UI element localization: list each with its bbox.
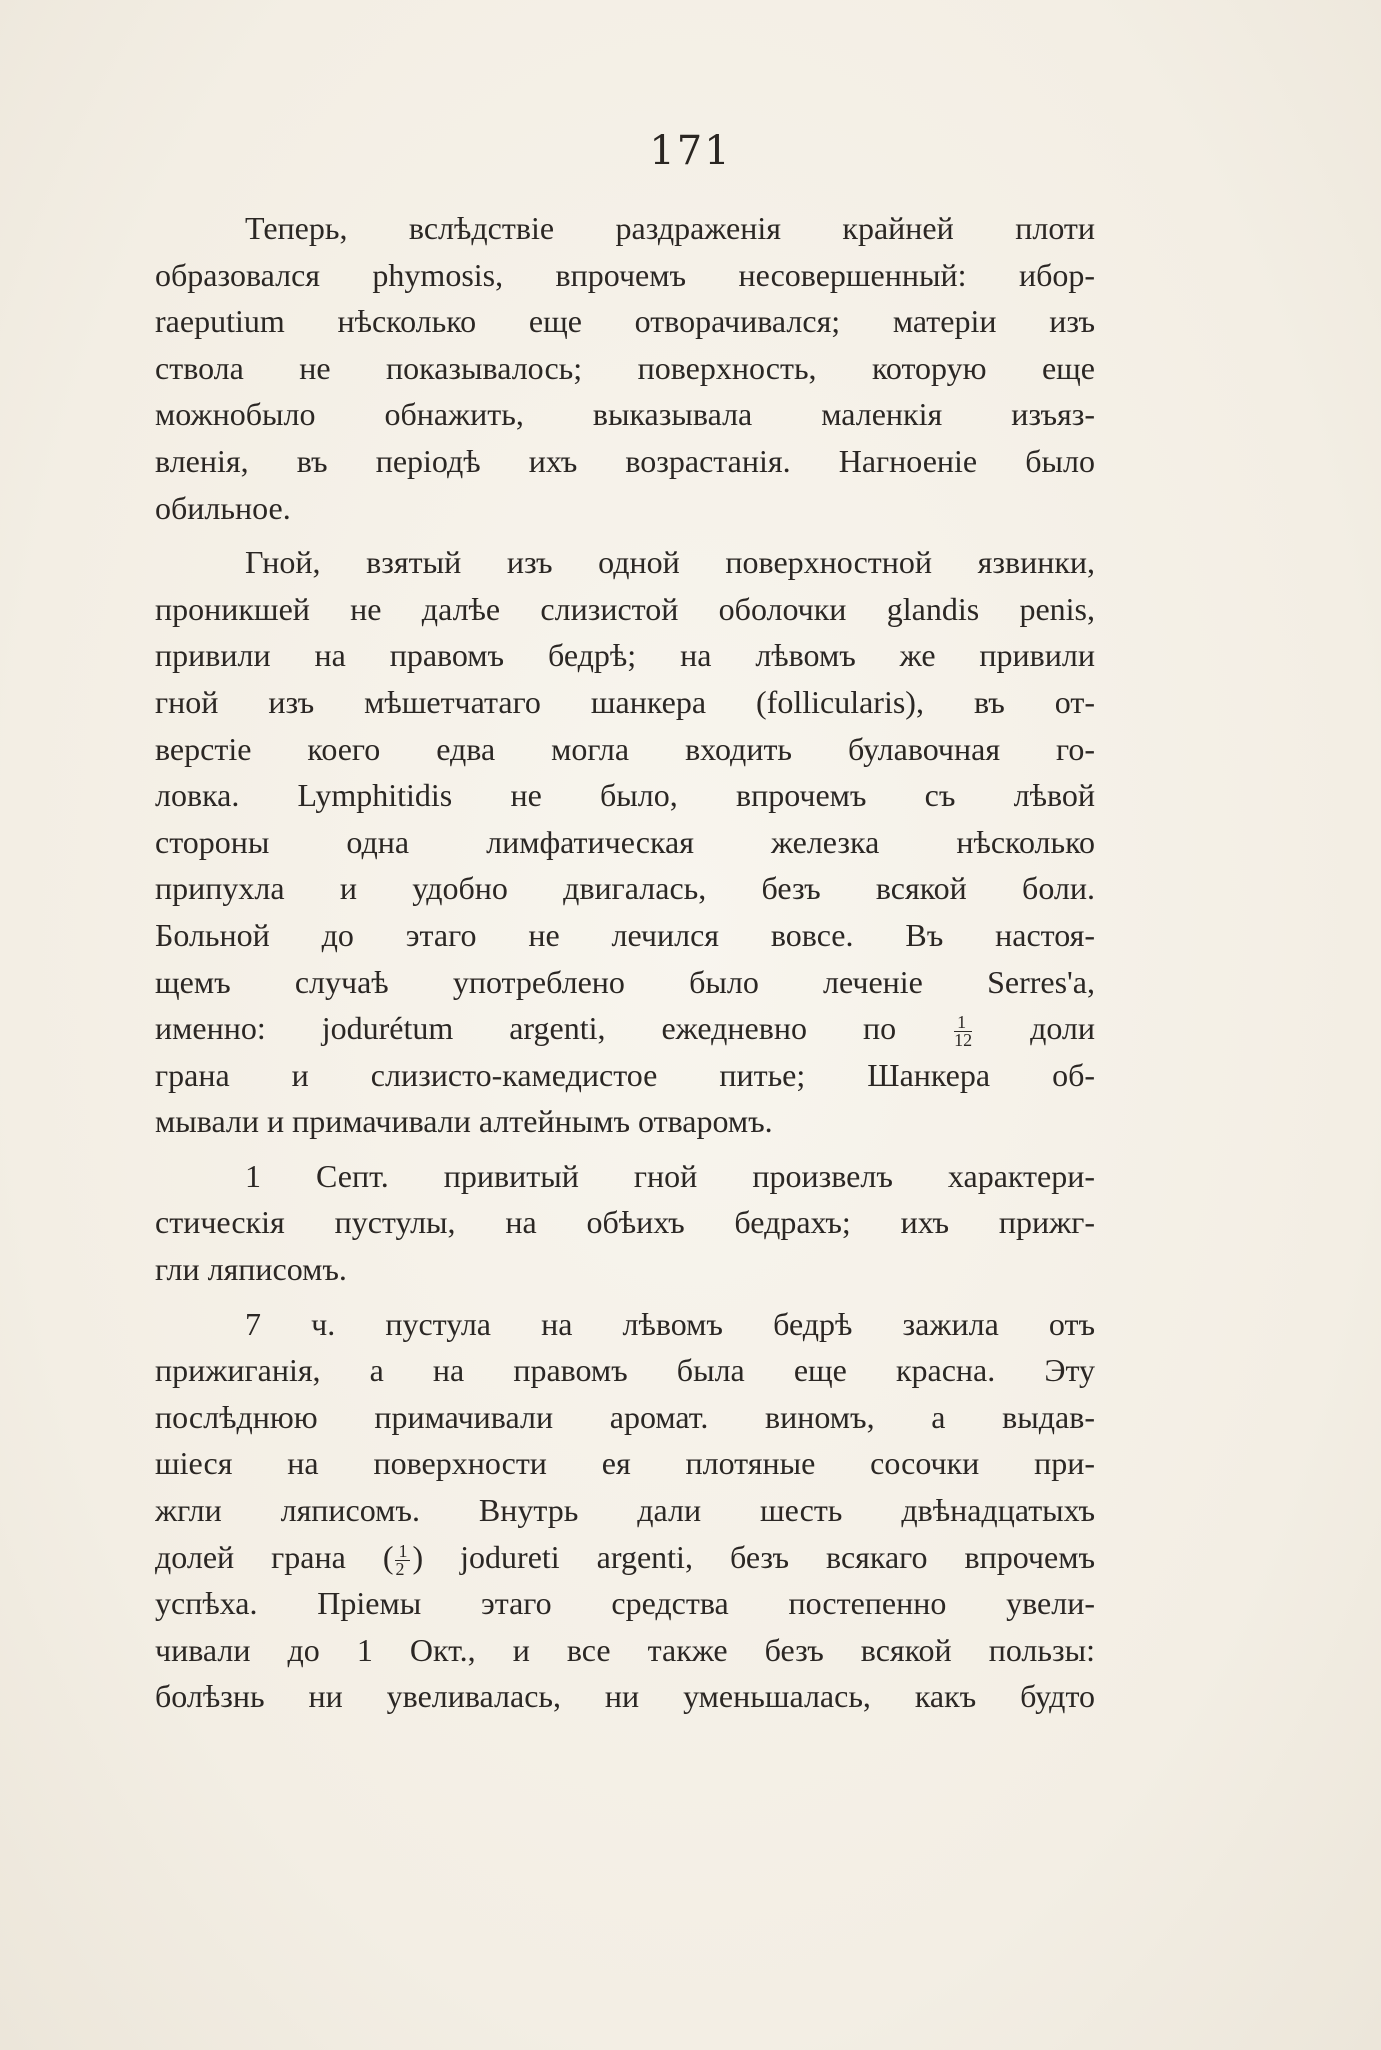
body-text [155,205,1095,1720]
text-line: обильное. [155,489,291,526]
text-fragment: долей грана ( [155,1538,394,1575]
text-fragment: именно: jodurétum argenti, ежедневно по [155,1010,897,1047]
fraction [954,1014,972,1049]
fraction-text-line [155,1005,1095,1052]
fraction-denominator: 2 [395,1558,405,1579]
fraction-numerator: 1 [954,1014,972,1032]
paragraph-4 [155,1301,1095,1720]
text-line: прижиганія, а на правомъ была еще красна. Эту [155,1352,1095,1389]
text-line: послѣднюю примачивали аромат. виномъ, а выдав- [155,1398,1095,1435]
text-line: шіеся на поверхности ея плотяные сосочки при- [155,1445,1095,1482]
text-line: проникшей не далѣе слизистой оболочки glandis penis, [155,590,1095,627]
text-line: стороны одна лимфатическая железка нѣсколько [155,823,1095,860]
text-line: raeputium нѣсколько еще отворачивался; матеріи изъ [155,303,1095,340]
fraction [395,1540,410,1579]
text-line: ствола не показывалось; поверхность, которую еще [155,349,1095,386]
fraction-numerator: 1 [395,1543,410,1561]
text-line: вленія, въ періодѣ ихъ возрастанія. Нагноеніе было [155,442,1095,479]
text-line: Больной до этаго не лечился вовсе. Въ настоя- [155,916,1095,953]
text-fragment: доли [1030,1010,1095,1047]
text-line: чивали до 1 Окт., и все также безъ всякой пользы: [155,1631,1095,1668]
text-line: гли ляписомъ. [155,1251,347,1288]
paragraph-2 [155,539,1095,1145]
text-line: стическія пустулы, на обѣихъ бедрахъ; ихъ прижг- [155,1204,1095,1241]
text-line: успѣха. Пріемы этаго средства постепенно увели- [155,1585,1095,1622]
page-number: 171 [649,128,732,174]
text-line: Теперь, вслѣдствіе раздраженія крайней плоти [245,210,1095,246]
text-line: болѣзнь ни увеливалась, ни уменьшалась, какъ будто [155,1678,1095,1715]
text-line: мывали и примачивали алтейнымъ отваромъ. [155,1103,773,1140]
text-line: Гной, взятый изъ одной поверхностной язвинки, [245,544,1095,581]
fraction-denominator: 12 [954,1030,973,1051]
text-line: щемъ случаѣ употреблено было леченіе Serres'a, [155,963,1095,1000]
text-line: 7 ч. пустула на лѣвомъ бедрѣ зажила отъ [245,1305,1095,1342]
paragraph-1 [155,205,1095,531]
text-fragment: ) jodureti argenti, безъ всякаго впрочемъ [412,1538,1095,1575]
text-line: образовался phymosis, впрочемъ несовершенный: ибор- [155,256,1095,293]
fraction-text-line [155,1534,1095,1581]
text-line: верстіе коего едва могла входить булавочная го- [155,730,1095,767]
text-line: ловка. Lymphitidis не было, впрочемъ съ лѣвой [155,777,1095,814]
text-line: привили на правомъ бедрѣ; на лѣвомъ же привили [155,637,1095,674]
text-line: припухла и удобно двигалась, безъ всякой боли. [155,870,1095,907]
text-line: гной изъ мѣшетчатаго шанкера (follicularis), въ от- [155,683,1095,720]
text-line: жгли ляписомъ. Внутрь дали шесть двѣнадцатыхъ [155,1492,1095,1529]
text-line: 1 Септ. привитый гной произвелъ характери- [245,1157,1095,1194]
text-line: можнобыло обнажить, выказывала маленкія изъяз- [155,396,1095,433]
paragraph-3 [155,1153,1095,1293]
text-line: грана и слизисто-камедистое питье; Шанкера об- [155,1056,1095,1093]
